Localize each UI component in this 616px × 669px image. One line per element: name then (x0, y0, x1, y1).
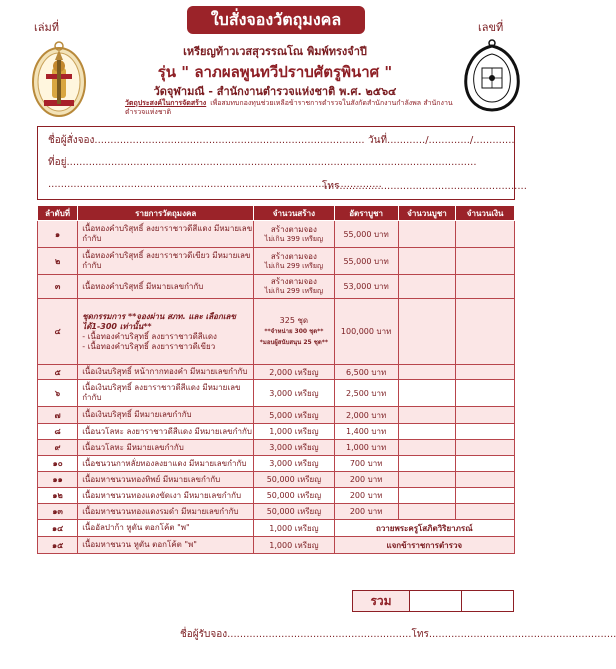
item-quantity: 50,000 เหรียญ (254, 504, 334, 520)
item-price: 1,000 บาท (334, 440, 398, 456)
item-quantity: 325 ชุด **จำหน่าย 300 ชุด** *มอบผู้สนับสนุน 25 ชุด** (254, 299, 334, 365)
row-number: ๑ (38, 221, 78, 248)
row-number: ๕ (38, 365, 78, 380)
amount-cell[interactable] (456, 472, 515, 488)
amount-cell[interactable] (456, 248, 515, 275)
table-row (38, 456, 515, 472)
table-row (38, 248, 515, 275)
amount-cell[interactable] (456, 456, 515, 472)
order-count-cell[interactable] (398, 407, 456, 424)
orderer-info-box (37, 126, 527, 200)
col-header-quantity-ordered: จำนวนบูชา (398, 206, 456, 221)
order-count-cell[interactable] (398, 275, 456, 299)
row-number: ๑๓ (38, 504, 78, 520)
row-number: ๑๕ (38, 537, 78, 554)
purpose-label: วัตถุประสงค์ในการจัดสร้าง (125, 99, 207, 107)
item-name: เนื้อมหาชนวนทองแดงรมดำ มีหมายเลขกำกับ (78, 504, 254, 520)
amount-cell[interactable] (456, 299, 515, 365)
item-quantity: 1,000 เหรียญ (254, 537, 334, 554)
table-row (38, 520, 515, 537)
table-row (38, 440, 515, 456)
book-number-label: เล่มที่ (34, 21, 60, 34)
item-name: เนื้อทองคำบริสุทธิ์ ลงยาราชาวดีเขียว มีหมายเลขกำกับ (78, 248, 254, 275)
medal-name: เหรียญท้าวเวสสุวรรณโณ พิมพ์ทรงจำปี (183, 45, 367, 58)
item-price: 200 บาท (334, 472, 398, 488)
series-name: รุ่น " ลาภผลพูนทวีปราบศัตรูพินาศ " (157, 63, 393, 81)
table-row (38, 424, 515, 440)
purpose-statement (125, 99, 455, 117)
order-count-cell[interactable] (398, 221, 456, 248)
order-count-cell[interactable] (398, 440, 456, 456)
col-header-item: รายการวัตถุมงคล (78, 206, 254, 221)
table-row (38, 365, 515, 380)
order-count-cell[interactable] (398, 504, 456, 520)
item-price: 200 บาท (334, 504, 398, 520)
item-name: เนื้ออัลปาก้า หูตัน ตอกโค้ต "พ" (78, 520, 254, 537)
row-number: ๔ (38, 299, 78, 365)
item-quantity: 2,000 เหรียญ (254, 365, 334, 380)
item-price: 1,400 บาท (334, 424, 398, 440)
item-name: เนื้อเงินบริสุทธิ์ มีหมายเลขกำกับ (78, 407, 254, 424)
order-count-cell[interactable] (398, 299, 456, 365)
table-row (38, 299, 515, 365)
organizer-line: วัดจุฬามณี - สำนักงานตำรวจแห่งชาติ พ.ศ. ๒๕๖๔ (153, 85, 397, 98)
order-count-cell[interactable] (398, 488, 456, 504)
total-amount-cell[interactable] (462, 590, 514, 612)
order-count-cell[interactable] (398, 365, 456, 380)
item-name: เนื้อมหาชนวน หูตัน ตอกโค้ต "พ" (78, 537, 254, 554)
total-count-cell[interactable] (410, 590, 462, 612)
item-name: เนื้อมหาชนวนทองทิพย์ มีหมายเลขกำกับ (78, 472, 254, 488)
amount-cell[interactable] (456, 440, 515, 456)
table-row (38, 380, 515, 407)
order-count-cell[interactable] (398, 424, 456, 440)
item-quantity: สร้างตามจอง ไม่เกิน 399 เหรียญ (254, 221, 334, 248)
table-row (38, 275, 515, 299)
col-header-quantity-made: จำนวนสร้าง (254, 206, 334, 221)
row-number: ๑๐ (38, 456, 78, 472)
order-count-cell[interactable] (398, 248, 456, 275)
address-line2-field[interactable]: ......................................................................................................... (48, 179, 382, 190)
item-price: 53,000 บาท (334, 275, 398, 299)
item-name: เนื้อทองคำบริสุทธิ์ มีหมายเลขกำกับ (78, 275, 254, 299)
col-header-no: ลำดับที่ (38, 206, 78, 221)
items-table (37, 205, 515, 554)
amount-cell[interactable] (456, 365, 515, 380)
table-row (38, 472, 515, 488)
item-quantity: 5,000 เหรียญ (254, 407, 334, 424)
deity-medallion-icon (30, 40, 88, 118)
row-number: ๘ (38, 424, 78, 440)
item-price: 2,500 บาท (334, 380, 398, 407)
row-number: ๑๔ (38, 520, 78, 537)
amount-cell[interactable] (456, 488, 515, 504)
row-number: ๓ (38, 275, 78, 299)
order-count-cell[interactable] (398, 456, 456, 472)
amount-cell[interactable] (456, 221, 515, 248)
item-quantity: 50,000 เหรียญ (254, 488, 334, 504)
item-quantity: 50,000 เหรียญ (254, 472, 334, 488)
amount-cell[interactable] (456, 424, 515, 440)
item-quantity: สร้างตามจอง ไม่เกิน 299 เหรียญ (254, 275, 334, 299)
item-quantity: 3,000 เหรียญ (254, 440, 334, 456)
order-count-cell[interactable] (398, 380, 456, 407)
item-name: เนื้อเงินบริสุทธิ์ ลงยาราชาวดีสีแดง มีหมายเลขกำกับ (78, 380, 254, 407)
yantra-medallion-icon (460, 40, 524, 114)
item-quantity: 3,000 เหรียญ (254, 380, 334, 407)
item-name: เนื้อนวโลหะ ลงยาราชาวดีสีแดง มีหมายเลขกำกับ (78, 424, 254, 440)
col-header-amount: จำนวนเงิน (456, 206, 515, 221)
table-row (38, 488, 515, 504)
item-price: 700 บาท (334, 456, 398, 472)
amount-cell[interactable] (456, 407, 515, 424)
purpose-text: เพื่อสมทบกองทุนช่วยเหลือข้าราชการตำรวจในสังกัดสำนักงานกำลังพล สำนักงานตำรวจแห่งชาติ (125, 99, 453, 116)
row-number: ๑๒ (38, 488, 78, 504)
item-note: แจกข้าราชการตำรวจ (334, 537, 514, 554)
item-price: 2,000 บาท (334, 407, 398, 424)
address-field[interactable]: ที่อยู่................................................................................................................................. (48, 157, 477, 168)
item-quantity: สร้างตามจอง ไม่เกิน 299 เหรียญ (254, 248, 334, 275)
item-price: 200 บาท (334, 488, 398, 504)
table-row (38, 221, 515, 248)
table-row (38, 504, 515, 520)
item-name: เนื้อชนวนกาหลั่ยทองลงยาแดง มีหมายเลขกำกับ (78, 456, 254, 472)
row-number: ๑๑ (38, 472, 78, 488)
item-name: เนื้อนวโลหะ มีหมายเลขกำกับ (78, 440, 254, 456)
order-date-field[interactable]: วันที่............/............./............. (368, 135, 515, 146)
col-header-rate: อัตราบูชา (334, 206, 398, 221)
amount-cell[interactable] (456, 504, 515, 520)
total-label: รวม (352, 590, 410, 612)
item-price: 6,500 บาท (334, 365, 398, 380)
orderer-name-field[interactable]: ชื่อผู้สั่งจอง..................................................................................... (48, 135, 365, 146)
phone-field[interactable]: โทร........................................................... (322, 181, 527, 192)
row-number: ๗ (38, 407, 78, 424)
item-price: 55,000 บาท (334, 248, 398, 275)
item-price: 100,000 บาท (334, 299, 398, 365)
item-quantity: 3,000 เหรียญ (254, 456, 334, 472)
amount-cell[interactable] (456, 380, 515, 407)
item-note: ถวายพระครูโสภิตวิริยาภรณ์ (334, 520, 514, 537)
total-box (352, 590, 514, 612)
item-name: เนื้อทองคำบริสุทธิ์ ลงยาราชาวดีสีแดง มีหมายเลขกำกับ (78, 221, 254, 248)
table-row (38, 537, 515, 554)
item-name: เนื้อเงินบริสุทธิ์ หน้ากากทองคำ มีหมายเลขกำกับ (78, 365, 254, 380)
row-number: ๖ (38, 380, 78, 407)
item-quantity: 1,000 เหรียญ (254, 424, 334, 440)
receiver-field[interactable]: ชื่อผู้รับจอง..........................................................โทร........................................................... (180, 629, 616, 640)
item-name: ชุดกรรมการ **จองผ่าน สภท. และ เลือกเลขได้1-300 เท่านั้น** - เนื้อทองคำบริสุทธิ์ ลงยาราชาวดีสีแดง - เนื้อทองคำบริสุทธิ์ ลงยาราชาวดีเขียว (78, 299, 254, 365)
table-row (38, 407, 515, 424)
form-number-label: เลขที่ (478, 21, 504, 34)
row-number: ๒ (38, 248, 78, 275)
amount-cell[interactable] (456, 275, 515, 299)
item-price: 55,000 บาท (334, 221, 398, 248)
item-name: เนื้อมหาชนวนทองแดงขัดเงา มีหมายเลขกำกับ (78, 488, 254, 504)
order-count-cell[interactable] (398, 472, 456, 488)
page-title: ใบสั่งจองวัตถุมงคล (187, 6, 365, 34)
item-quantity: 1,000 เหรียญ (254, 520, 334, 537)
row-number: ๙ (38, 440, 78, 456)
